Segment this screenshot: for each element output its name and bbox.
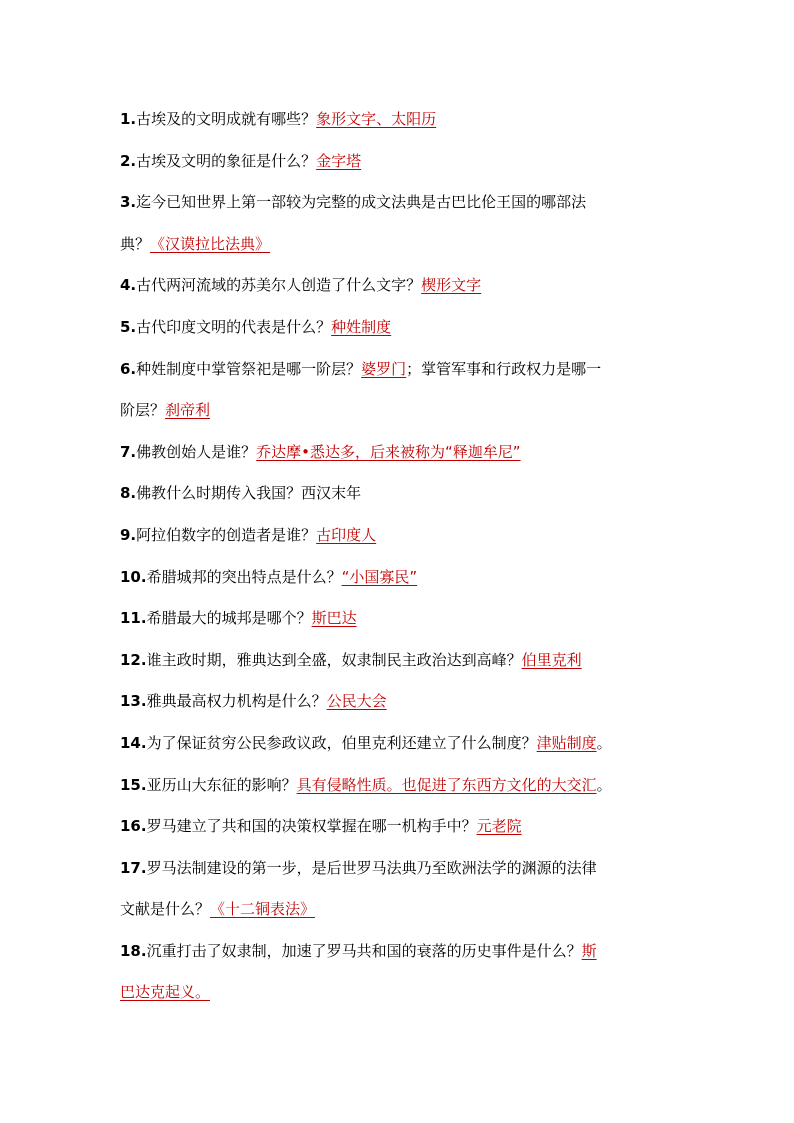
answer-text: 楔形文字 bbox=[421, 276, 482, 295]
question-text: 文献是什么？ bbox=[120, 900, 211, 919]
question-line bbox=[120, 563, 680, 605]
question-number: 14. bbox=[120, 733, 147, 752]
answer-text: 金字塔 bbox=[316, 151, 362, 170]
question-number: 17. bbox=[120, 858, 147, 877]
question-text: 15.亚历山大东征的影响？ bbox=[120, 775, 297, 794]
question-text: 17.罗马法制建设的第一步，是后世罗马法典乃至欧洲法学的渊源的法律 bbox=[120, 858, 597, 877]
question-text: 9.阿拉伯数字的创造者是谁？ bbox=[120, 525, 317, 544]
question-line bbox=[120, 729, 680, 771]
question-line bbox=[120, 604, 680, 646]
question-text: 11.希腊最大的城邦是哪个？ bbox=[120, 609, 312, 628]
question-text: 7.佛教创始人是谁？ bbox=[120, 442, 257, 461]
question-number: 3. bbox=[120, 193, 137, 212]
answer-text: 《汉谟拉比法典》 bbox=[150, 234, 271, 253]
document-page bbox=[120, 105, 680, 1020]
answer-text: 津贴制度 bbox=[536, 733, 597, 752]
question-line bbox=[120, 812, 680, 854]
answer-text: 乔达摩•悉达多，后来被称为“释迦牟尼” bbox=[256, 442, 521, 461]
question-number: 9. bbox=[120, 525, 137, 544]
question-line bbox=[120, 646, 680, 688]
question-number: 11. bbox=[120, 609, 147, 628]
answer-text: 具有侵略性质。也促进了东西方文化的大交汇 bbox=[296, 775, 597, 794]
answer-text: 刹帝利 bbox=[165, 401, 211, 420]
question-number: 13. bbox=[120, 692, 147, 711]
question-text: 10.希腊城邦的突出特点是什么？ bbox=[120, 567, 342, 586]
question-line bbox=[120, 895, 680, 937]
question-number: 8. bbox=[120, 484, 137, 503]
answer-text: 斯巴达 bbox=[311, 609, 357, 628]
question-number: 6. bbox=[120, 359, 137, 378]
question-text-continued: 。 bbox=[596, 775, 612, 794]
question-text: 18.沉重打击了奴隶制，加速了罗马共和国的衰落的历史事件是什么？ bbox=[120, 941, 582, 960]
question-line bbox=[120, 147, 680, 189]
answer-text: 种姓制度 bbox=[331, 317, 392, 336]
answer-text: 元老院 bbox=[476, 817, 522, 836]
question-number: 5. bbox=[120, 317, 137, 336]
question-line bbox=[120, 438, 680, 480]
answer-plain-text: 西汉末年 bbox=[301, 484, 362, 503]
question-line bbox=[120, 479, 680, 521]
question-line bbox=[120, 230, 680, 272]
question-text: 12.谁主政时期，雅典达到全盛，奴隶制民主政治达到高峰？ bbox=[120, 650, 522, 669]
question-text: 3.迄今已知世界上第一部较为完整的成文法典是古巴比伦王国的哪部法 bbox=[120, 193, 587, 212]
question-line bbox=[120, 105, 680, 147]
question-line bbox=[120, 687, 680, 729]
answer-text: 婆罗门 bbox=[361, 359, 407, 378]
question-text-continued: 。 bbox=[596, 733, 612, 752]
question-text: 4.古代两河流域的苏美尔人创造了什么文字？ bbox=[120, 276, 422, 295]
answer-text: “小国寡民” bbox=[341, 567, 418, 586]
question-line bbox=[120, 854, 680, 896]
answer-text: 《十二铜表法》 bbox=[210, 900, 316, 919]
question-number: 4. bbox=[120, 276, 137, 295]
answer-text: 古印度人 bbox=[316, 525, 377, 544]
question-number: 16. bbox=[120, 817, 147, 836]
question-text: 2.古埃及文明的象征是什么？ bbox=[120, 151, 317, 170]
question-line bbox=[120, 313, 680, 355]
question-text: 16.罗马建立了共和国的决策权掌握在哪一机构手中？ bbox=[120, 817, 477, 836]
question-line bbox=[120, 521, 680, 563]
question-line bbox=[120, 188, 680, 230]
question-line bbox=[120, 271, 680, 313]
question-line bbox=[120, 771, 680, 813]
question-text: 8.佛教什么时期传入我国？ bbox=[120, 484, 302, 503]
question-number: 2. bbox=[120, 151, 137, 170]
question-text: 5.古代印度文明的代表是什么？ bbox=[120, 317, 332, 336]
question-text: 14.为了保证贫穷公民参政议政，伯里克利还建立了什么制度？ bbox=[120, 733, 537, 752]
question-text: 阶层？ bbox=[120, 401, 166, 420]
question-text-continued: ；掌管军事和行政权力是哪一 bbox=[406, 359, 602, 378]
question-number: 7. bbox=[120, 442, 137, 461]
question-text: 1.古埃及的文明成就有哪些？ bbox=[120, 110, 317, 128]
question-text: 13.雅典最高权力机构是什么？ bbox=[120, 692, 327, 711]
question-number: 12. bbox=[120, 650, 147, 669]
question-number: 10. bbox=[120, 567, 147, 586]
question-text: 典？ bbox=[120, 234, 151, 253]
question-line bbox=[120, 937, 680, 979]
question-text: 6.种姓制度中掌管祭祀是哪一阶层？ bbox=[120, 359, 362, 378]
answer-text: 伯里克利 bbox=[521, 650, 582, 669]
question-number: 15. bbox=[120, 775, 147, 794]
question-line bbox=[120, 396, 680, 438]
answer-text: 巴达克起义。 bbox=[120, 983, 211, 1002]
question-line bbox=[120, 355, 680, 397]
answer-text: 公民大会 bbox=[326, 692, 387, 711]
question-number: 1. bbox=[120, 110, 137, 128]
answer-text: 象形文字、太阳历 bbox=[316, 110, 437, 128]
question-number: 18. bbox=[120, 941, 147, 960]
answer-text: 斯 bbox=[581, 941, 597, 960]
question-line bbox=[120, 978, 680, 1020]
